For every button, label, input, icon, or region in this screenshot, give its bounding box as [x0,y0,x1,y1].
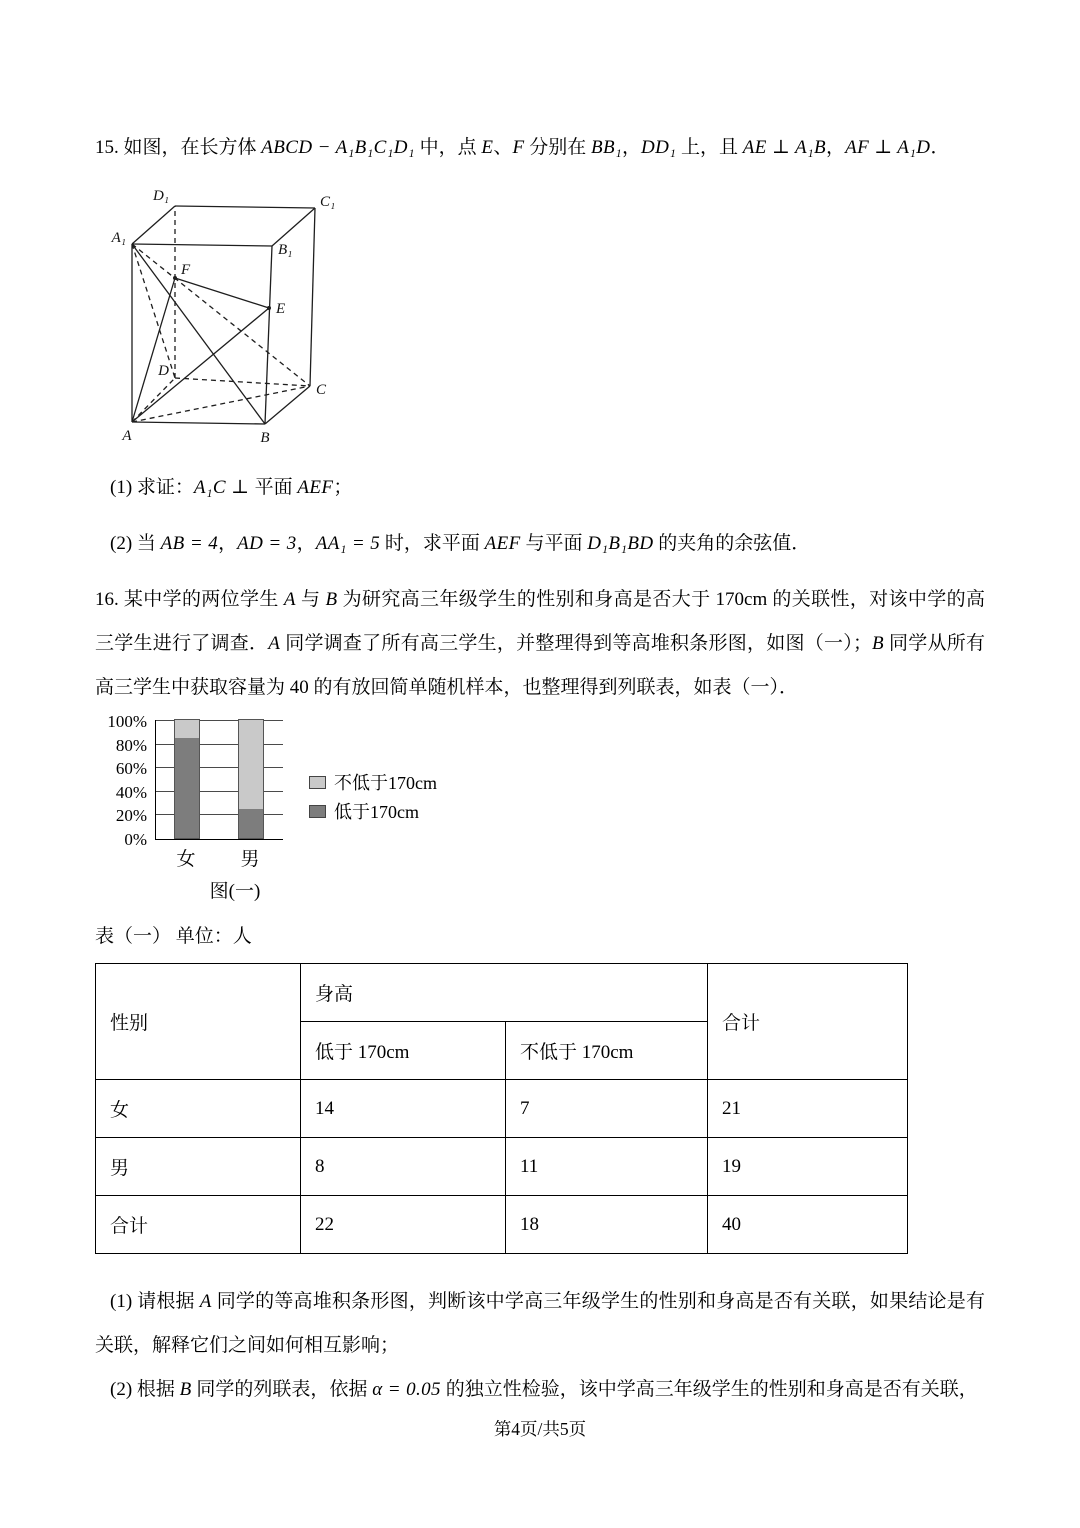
text-fragment: 16. 某中学的两位学生 [95,589,284,610]
female-below-count: 14 [301,1080,506,1138]
math-fragment: D₁B₁BD [587,533,654,554]
table-header-total: 合计 [708,964,908,1080]
legend-swatch [309,805,326,818]
math-fragment: B [325,589,338,610]
math-fragment: AEF [484,533,521,554]
q16-statement [95,578,985,710]
chart-ytick: 100% [107,712,147,731]
male-below-count: 8 [301,1138,506,1196]
q15-part-1 [95,466,985,510]
total-above-count: 18 [506,1196,708,1254]
table-row-male [96,1138,908,1196]
contingency-table [95,963,908,1254]
vertex-label-E: E [276,301,286,317]
text-fragment: (1) 请根据 [110,1291,200,1312]
chart-legend [309,772,437,823]
vertex-label-B: B [260,430,270,446]
math-fragment: AE ⊥ A₁B [742,137,827,158]
q15-figure [107,182,985,452]
table-subheader-below-170: 低于 170cm [301,1022,506,1080]
vertex-label-B1: B₁ [278,242,293,258]
vertex-label-C: C [316,382,327,398]
text-fragment: ， [296,533,316,554]
math-fragment: E [481,137,494,158]
table-header-gender: 性别 [96,964,301,1080]
math-fragment: AEF [297,477,334,498]
math-fragment: AB = 4 [160,533,219,554]
table-row-total [96,1196,908,1254]
math-fragment: B [179,1379,192,1400]
text-fragment: ， [218,533,238,554]
text-fragment: ． [930,137,950,158]
text-fragment: ， [622,137,642,158]
math-fragment: A [283,589,296,610]
text-fragment: (1) 求证： [110,477,194,498]
math-fragment: F [512,137,525,158]
male-above-count: 11 [506,1138,708,1196]
chart-ytick: 0% [124,830,147,849]
text-fragment: 的夹角的余弦值． [653,533,811,554]
vertex-label-D1: D₁ [152,188,169,204]
text-fragment: (2) 根据 [110,1379,180,1400]
stacked-bar-chart [101,712,571,903]
chart-caption: 图(一) [209,881,261,902]
text-fragment: 时，求平面 [380,533,485,554]
page-footer: 第4页/共5页 [493,1419,587,1439]
chart-bar-女 [174,719,200,839]
vertex-label-A: A [122,428,132,444]
chart-segment-不低于170cm [175,720,199,738]
math-fragment: BB₁ [590,137,622,158]
text-fragment: 与平面 [520,533,588,554]
text-fragment: 中，点 [414,137,482,158]
table-caption: 表（一） 单位：人 [95,926,252,947]
question-15 [95,126,985,566]
vertex-label-A1: A₁ [111,230,126,246]
vertex-label-F: F [181,262,191,278]
row-label-male: 男 [96,1138,301,1196]
math-fragment: A [268,633,281,654]
chart-category-label: 女 [176,849,196,870]
text-fragment: 同学从所有高三学生中获取容量为 40 的有放回简单随机样本，也整理得到列联表，如表（一）． [95,633,985,698]
math-fragment: B [871,633,884,654]
cuboid-edges [132,206,315,424]
text-fragment: 分别在 [524,137,591,158]
chart-category-label: 男 [240,849,260,870]
math-fragment: AD = 3 [237,533,297,554]
chart-ytick: 60% [115,759,147,779]
table-row-female [96,1080,908,1138]
chart-y-axis [101,712,155,849]
legend-label: 低于170cm [334,801,419,822]
cuboid-figure [107,182,357,447]
vertex-label-C1: C₁ [320,194,336,210]
chart-x-labels [155,840,283,870]
table-subheader-not-below-170: 不低于 170cm [506,1022,708,1080]
legend-label: 不低于170cm [334,772,437,793]
text-fragment: 同学的等高堆积条形图，判断该中学高三年级学生的性别和身高是否有关联，如果结论是有关联，解释它们之间如何相互影响； [95,1291,985,1356]
text-fragment: 上，且 [676,137,743,158]
text-fragment: 同学的列联表，依据 [191,1379,373,1400]
chart-segment-不低于170cm [239,720,263,809]
female-total-count: 21 [708,1080,908,1138]
male-total-count: 19 [708,1138,908,1196]
q16-part-1 [95,1280,985,1368]
question-16 [95,578,985,1412]
text-fragment: 、 [493,137,513,158]
chart-ytick: 20% [115,806,147,826]
vertex-label-D: D [158,363,169,379]
q15-statement [95,126,985,170]
total-below-count: 22 [301,1196,506,1254]
legend-item [309,801,437,823]
point-F [173,276,177,280]
math-fragment: AA₁ = 5 [315,533,381,554]
text-fragment: 的独立性检验，该中学高三年级学生的性别和身高是否有关联， [440,1379,978,1400]
table-header-height: 身高 [301,964,708,1022]
chart-segment-低于170cm [239,809,263,839]
point-E [267,306,271,310]
text-fragment: 平面 [254,477,298,498]
q15-part-2 [95,522,985,566]
chart-segment-低于170cm [175,738,199,838]
chart-bar-男 [238,719,264,839]
math-fragment: DD₁ [641,137,677,158]
row-label-female: 女 [96,1080,301,1138]
row-label-total: 合计 [96,1196,301,1254]
chart-ytick: 80% [115,735,147,755]
math-fragment: A₁C ⊥ [193,477,255,498]
math-fragment: AF ⊥ A₁D [845,137,931,158]
math-fragment: ABCD − A₁B₁C₁D₁ [261,137,415,158]
text-fragment: 与 [295,589,326,610]
table-header-row-1 [96,964,908,1022]
legend-item [309,772,437,794]
grand-total-count: 40 [708,1196,908,1254]
female-above-count: 7 [506,1080,708,1138]
text-fragment: 为研究高三年级学生的性别和身高是否大于 170cm 的关联性，对该中学的高三学生进行了调查． [95,589,985,654]
chart-plot [155,720,283,840]
q16-part-2 [95,1368,985,1412]
text-fragment: ， [826,137,846,158]
math-fragment: α = 0.05 [372,1379,441,1400]
text-fragment: (2) 当 [110,533,161,554]
legend-swatch [309,776,326,789]
text-fragment: 同学调查了所有高三学生，并整理得到等高堆积条形图，如图（一）； [280,633,872,654]
text-fragment: ； [333,477,353,498]
chart-ytick: 40% [115,782,147,802]
math-fragment: A [199,1291,212,1312]
text-fragment: 15. 如图，在长方体 [95,137,262,158]
